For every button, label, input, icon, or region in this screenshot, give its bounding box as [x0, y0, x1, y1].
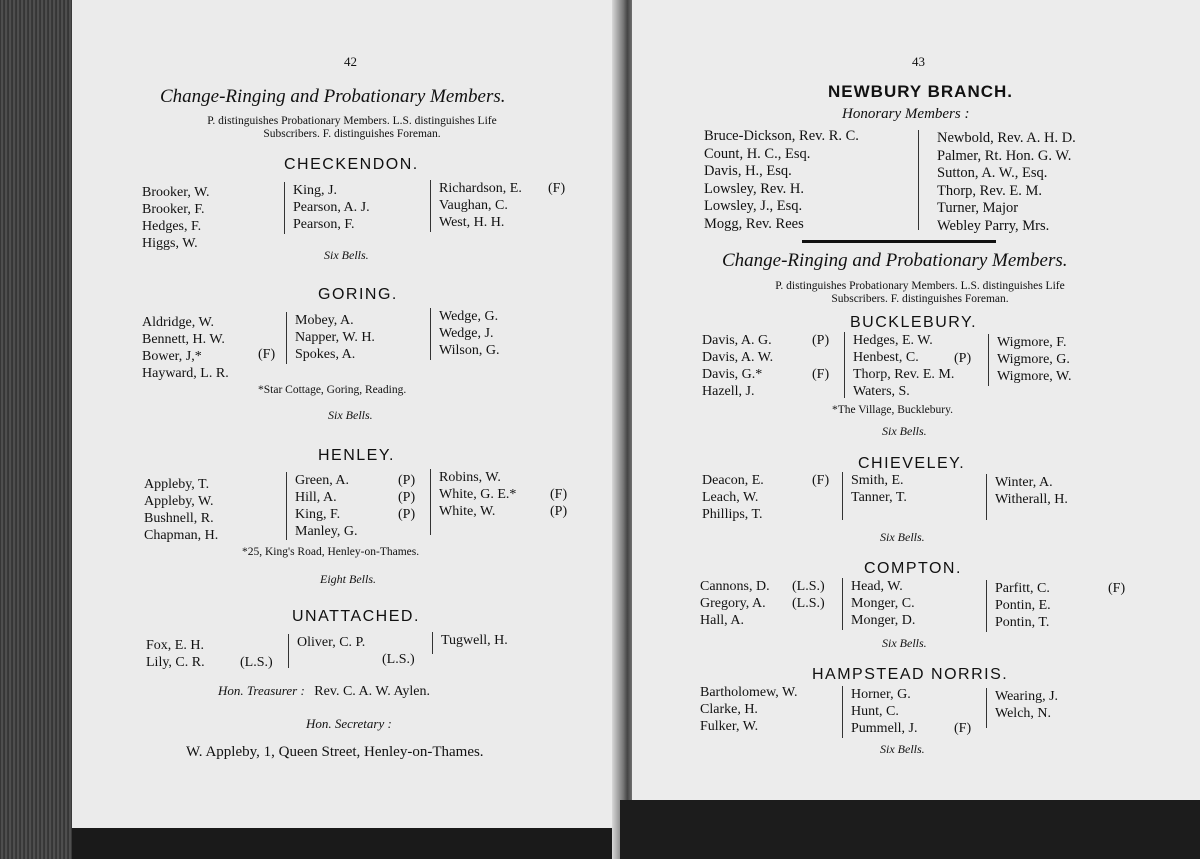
left-page [72, 0, 620, 828]
status-marks: (P) (F) [812, 333, 830, 382]
secretary-label: Hon. Secretary : [306, 716, 392, 731]
section-divider [802, 240, 996, 243]
column-names: Wigmore, F. Wigmore, G. Wigmore, W. [988, 334, 1071, 386]
column-names: Wedge, G. Wedge, J. Wilson, G. [430, 308, 500, 360]
foreman-mark: (F) [258, 347, 276, 362]
foreman-mark: (F) [548, 181, 566, 196]
tower-heading-chieveley: CHIEVELEY. [858, 455, 966, 472]
column-names: Horner, G. Hunt, C. Pummell, J. [842, 686, 918, 738]
tower-heading-checkendon: CHECKENDON. [284, 156, 419, 173]
foreman-mark: (F) [1108, 581, 1126, 596]
tower-heading-goring: GORING. [318, 286, 398, 303]
column-names: Mobey, A. Napper, W. H. Spokes, A. [286, 312, 375, 364]
honorary-members-col1: Bruce-Dickson, Rev. R. C. Count, H. C., Esq. Davis, H., Esq. Lowsley, Rev. H. Lowsley, J., Esq. Mogg, Rev. Rees [704, 128, 859, 232]
column-names: Winter, A. Witherall, H. [986, 474, 1068, 520]
life-subscriber-mark: (L.S.) [240, 655, 273, 670]
foreman-mark: (F) [954, 721, 972, 736]
legend-note: P. distinguishes Probationary Members. L.S. distinguishes Life Subscribers. F. distinguishes Foreman. [207, 115, 497, 140]
life-subscriber-mark: (L.S.) [382, 652, 415, 667]
column-names: King, J. Pearson, A. J. Pearson, F. [284, 182, 370, 234]
column-names: Oliver, C. P. [288, 634, 365, 668]
tower-heading-henley: HENLEY. [318, 447, 395, 464]
bells-note: Six Bells. [324, 248, 369, 262]
status-marks: (F) (P) [550, 487, 568, 519]
column-names: Deacon, E. Leach, W. Phillips, T. [702, 473, 764, 522]
bells-note: Six Bells. [882, 636, 927, 650]
tower-heading-bucklebury: BUCKLEBURY. [850, 314, 978, 331]
probationary-marks: (P) (P) (P) [398, 473, 416, 522]
page-number: 43 [912, 54, 925, 69]
section-title: Change-Ringing and Probationary Members. [722, 250, 1068, 271]
legend-note: P. distinguishes Probationary Members. L.S. distinguishes Life Subscribers. F. distinguishes Foreman. [775, 280, 1065, 305]
treasurer-line: Hon. Treasurer : Rev. C. A. W. Aylen. [218, 683, 430, 699]
column-names: Hedges, E. W. Henbest, C. Thorp, Rev. E. M. Waters, S. [844, 332, 954, 398]
life-subscriber-marks: (L.S.) (L.S.) [792, 579, 825, 611]
tower-heading-compton: COMPTON. [864, 560, 962, 577]
column-names: Aldridge, W. Bennett, H. W. Bower, J,* Hayward, L. R. [142, 315, 229, 381]
bells-note: Six Bells. [328, 408, 373, 422]
column-names: Brooker, W. Brooker, F. Hedges, F. Higgs, W. [142, 185, 210, 251]
right-page [632, 0, 1200, 800]
address-footnote: *25, King's Road, Henley-on-Thames. [242, 546, 420, 558]
column-names: Smith, E. Tanner, T. [842, 472, 907, 520]
book-page-edges [0, 0, 72, 859]
page-number: 42 [344, 54, 357, 69]
column-names: Richardson, E. Vaughan, C. West, H. H. [430, 180, 522, 232]
tower-heading-hampstead-norris: HAMPSTEAD NORRIS. [812, 666, 1009, 683]
column-names: Davis, A. G. Davis, A. W. Davis, G.* Hazell, J. [702, 333, 774, 399]
foreman-mark: (F) [812, 473, 830, 488]
address-footnote: *The Village, Bucklebury. [832, 404, 953, 416]
bells-note: Six Bells. [880, 530, 925, 544]
probationary-mark: (P) [954, 351, 972, 366]
tower-heading-unattached: UNATTACHED. [292, 608, 420, 625]
column-names: Cannons, D. Gregory, A. Hall, A. [700, 579, 770, 628]
secretary-address: W. Appleby, 1, Queen Street, Henley-on-Thames. [186, 744, 484, 760]
section-title: Change-Ringing and Probationary Members. [160, 86, 506, 107]
bells-note: Six Bells. [882, 424, 927, 438]
address-footnote: *Star Cottage, Goring, Reading. [258, 384, 407, 396]
column-names: Appleby, T. Appleby, W. Bushnell, R. Chapman, H. [144, 477, 219, 543]
column-names: Head, W. Monger, C. Monger, D. [842, 578, 915, 630]
honorary-members-col2: Newbold, Rev. A. H. D. Palmer, Rt. Hon. G. W. Sutton, A. W., Esq. Thorp, Rev. E. M. Turner, Major Webley Parry, Mrs. [918, 130, 1076, 230]
column-names: Fox, E. H. Lily, C. R. [146, 638, 205, 670]
branch-title: NEWBURY BRANCH. [828, 82, 1013, 101]
book-shadow [620, 800, 1200, 859]
bells-note: Eight Bells. [320, 572, 376, 586]
honorary-label: Honorary Members : [842, 106, 970, 122]
column-names: Parfitt, C. Pontin, E. Pontin, T. [986, 580, 1051, 632]
column-names: Bartholomew, W. Clarke, H. Fulker, W. [700, 685, 798, 734]
column-names: Tugwell, H. [432, 632, 508, 654]
column-names: Green, A. Hill, A. King, F. Manley, G. [286, 472, 357, 540]
bells-note: Six Bells. [880, 742, 925, 756]
column-names: Wearing, J. Welch, N. [986, 688, 1058, 728]
column-names: Robins, W. White, G. E.* White, W. [430, 469, 516, 535]
